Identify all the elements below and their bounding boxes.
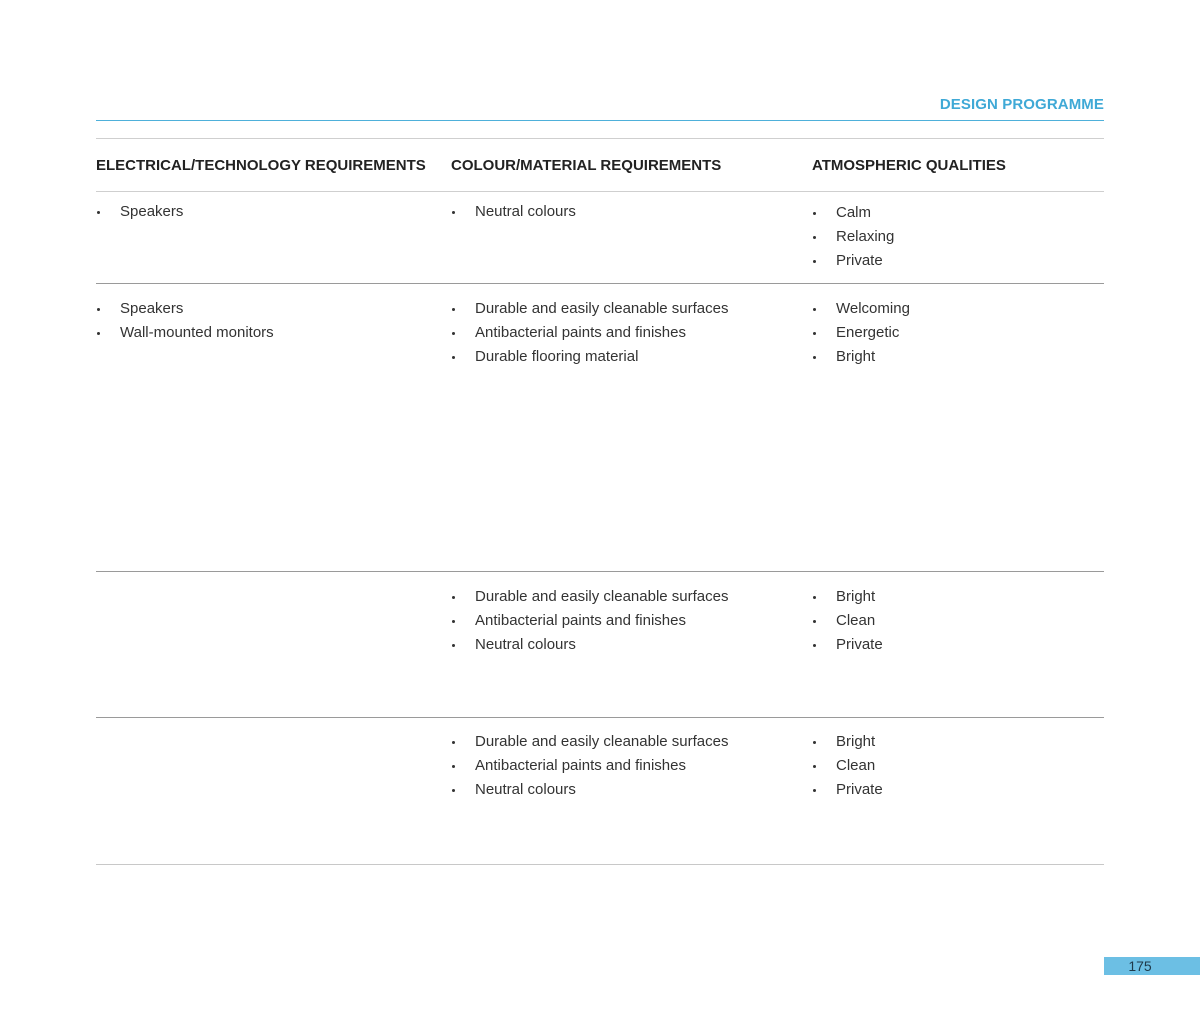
bullet-item: Bright (812, 585, 1104, 609)
bullet-item: Durable and easily cleanable surfaces (451, 730, 812, 754)
colour-material-cell (451, 200, 812, 283)
bullet-item: Neutral colours (451, 200, 812, 224)
bullet-item: Relaxing (812, 225, 1104, 249)
bullet-item: Speakers (96, 200, 451, 224)
page-number: 175 (1104, 957, 1200, 975)
bullet-item: Calm (812, 201, 1104, 225)
electrical-cell (96, 200, 451, 283)
bullet-item: Private (812, 633, 1104, 657)
atmospheric-cell (812, 730, 1104, 864)
atmospheric-cell (812, 200, 1104, 283)
atmospheric-cell (812, 297, 1104, 571)
colour-material-cell (451, 585, 812, 717)
bullet-item: Private (812, 249, 1104, 273)
title-divider (96, 120, 1104, 121)
bullet-item: Neutral colours (451, 633, 812, 657)
bullet-item: Antibacterial paints and finishes (451, 321, 812, 345)
column-header-electrical: ELECTRICAL/TECHNOLOGY REQUIREMENTS (96, 156, 426, 174)
column-header-colour-material: COLOUR/MATERIAL REQUIREMENTS (451, 156, 722, 174)
table-row (96, 572, 1104, 718)
bullet-item: Clean (812, 609, 1104, 633)
table-row (96, 718, 1104, 865)
table-row (96, 192, 1104, 284)
electrical-cell (96, 297, 451, 571)
bullet-item: Durable and easily cleanable surfaces (451, 297, 812, 321)
bullet-item: Welcoming (812, 297, 1104, 321)
bullet-item: Wall-mounted monitors (96, 321, 451, 345)
bullet-item: Bright (812, 730, 1104, 754)
table-header-row (96, 138, 1104, 192)
bullet-item: Speakers (96, 297, 451, 321)
bullet-item: Energetic (812, 321, 1104, 345)
bullet-item: Bright (812, 345, 1104, 369)
bullet-item: Durable and easily cleanable surfaces (451, 585, 812, 609)
bullet-item: Antibacterial paints and finishes (451, 754, 812, 778)
colour-material-cell (451, 297, 812, 571)
table-row (96, 284, 1104, 572)
colour-material-cell (451, 730, 812, 864)
bullet-item: Antibacterial paints and finishes (451, 609, 812, 633)
bullet-item: Neutral colours (451, 778, 812, 802)
electrical-cell (96, 730, 451, 864)
requirements-table (96, 138, 1104, 865)
atmospheric-cell (812, 585, 1104, 717)
bullet-item: Clean (812, 754, 1104, 778)
section-title: DESIGN PROGRAMME (939, 96, 1104, 113)
column-header-atmospheric: ATMOSPHERIC QUALITIES (812, 156, 1006, 174)
bullet-item: Durable flooring material (451, 345, 812, 369)
electrical-cell (96, 585, 451, 717)
bullet-item: Private (812, 778, 1104, 802)
